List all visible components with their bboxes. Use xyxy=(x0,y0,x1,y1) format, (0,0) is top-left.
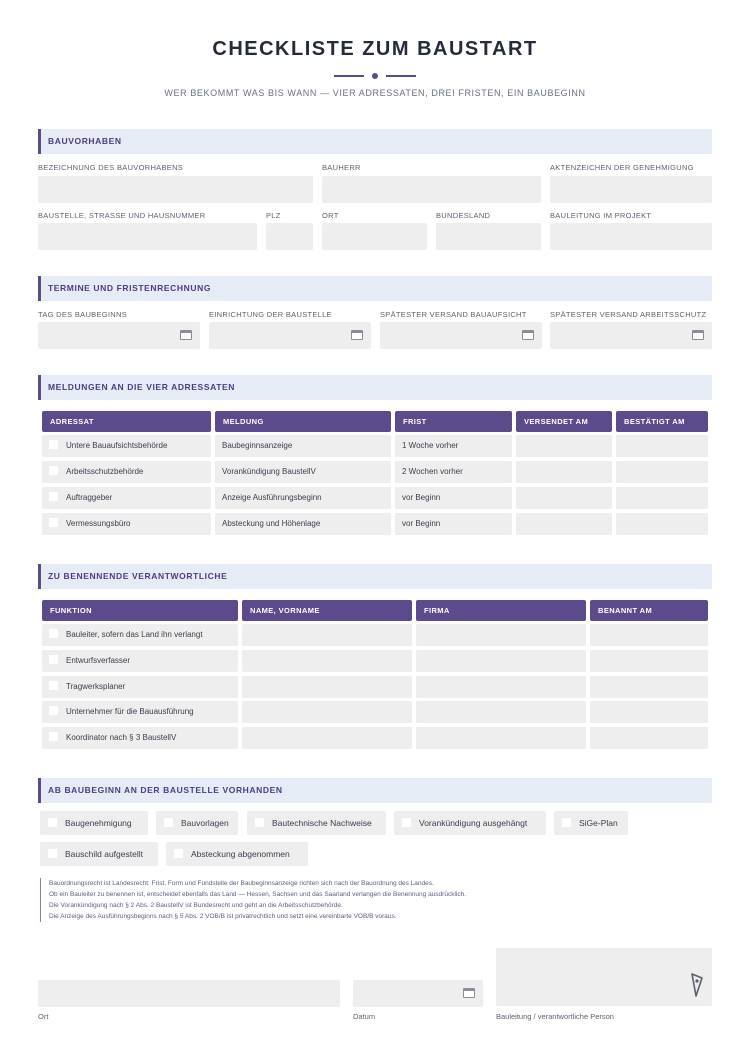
field-datum-footer[interactable] xyxy=(353,980,483,1007)
cell-name[interactable] xyxy=(242,624,412,646)
cell-versendet[interactable] xyxy=(516,461,612,483)
label-bundesland: BUNDESLAND xyxy=(436,211,491,220)
pen-nib-icon xyxy=(690,972,704,998)
table-row-adressat[interactable]: Vermessungsbüro xyxy=(42,513,211,535)
field-versand-bauaufsicht-date[interactable] xyxy=(380,322,542,349)
field-versand-arbeitsschutz-date[interactable] xyxy=(550,322,712,349)
label-aktenzeichen: AKTENZEICHEN DER GENEHMIGUNG xyxy=(550,163,694,172)
footer-label-signature: Bauleitung / verantwortliche Person xyxy=(496,1012,614,1021)
checkbox[interactable] xyxy=(174,849,183,858)
section-termine: TERMINE UND FRISTENRECHNUNG xyxy=(38,276,712,301)
calendar-icon[interactable] xyxy=(522,330,534,340)
cell-firma[interactable] xyxy=(416,727,586,749)
table-row-adressat[interactable]: Untere Bauaufsichtsbehörde xyxy=(42,435,211,457)
field-bundesland[interactable] xyxy=(436,223,541,250)
checkbox[interactable] xyxy=(49,706,58,715)
cell-frist: 2 Wochen vorher xyxy=(395,461,512,483)
cell-firma[interactable] xyxy=(416,701,586,723)
cell-meldung: Vorankündigung BaustellV xyxy=(215,461,391,483)
table-row-adressat[interactable]: Auftraggeber xyxy=(42,487,211,509)
label-bauherr: BAUHERR xyxy=(322,163,361,172)
checklist-item-bauschild[interactable]: Bauschild aufgestellt xyxy=(40,842,158,866)
col-funktion: FUNKTION xyxy=(42,600,238,621)
section-meldungen: MELDUNGEN AN DIE VIER ADRESSATEN xyxy=(38,375,712,400)
field-aktenzeichen[interactable] xyxy=(550,176,712,203)
footer-label-datum: Datum xyxy=(353,1012,376,1021)
section-vorhanden: AB BAUBEGINN AN DER BAUSTELLE VORHANDEN xyxy=(38,778,712,803)
checklist-item-vorankuendigung[interactable]: Vorankündigung ausgehängt xyxy=(394,811,546,835)
cell-meldung: Absteckung und Höhenlage xyxy=(215,513,391,535)
checkbox[interactable] xyxy=(49,681,58,690)
page-subtitle: WER BEKOMMT WAS BIS WANN — VIER ADRESSATEN, DREI FRISTEN, EIN BAUBEGINN xyxy=(164,88,586,98)
cell-meldung: Anzeige Ausführungsbeginn xyxy=(215,487,391,509)
section-bauvorhaben: BAUVORHABEN xyxy=(38,129,712,154)
checklist-item-nachweise[interactable]: Bautechnische Nachweise xyxy=(247,811,386,835)
cell-name[interactable] xyxy=(242,727,412,749)
cell-bestaetigt[interactable] xyxy=(616,513,708,535)
checkbox[interactable] xyxy=(402,818,411,827)
label-baubeginn: TAG DES BAUBEGINNS xyxy=(38,310,128,319)
cell-frist: 1 Woche vorher xyxy=(395,435,512,457)
checkbox[interactable] xyxy=(49,518,58,527)
label-baustelle: BAUSTELLE, STRASSE UND HAUSNUMMER xyxy=(38,211,206,220)
cell-bestaetigt[interactable] xyxy=(616,461,708,483)
col-bestaetigt: BESTÄTIGT AM xyxy=(616,411,708,432)
cell-frist: vor Beginn xyxy=(395,487,512,509)
calendar-icon[interactable] xyxy=(351,330,363,340)
signature-field[interactable] xyxy=(496,948,712,1006)
col-adressat: ADRESSAT xyxy=(42,411,211,432)
checklist-item-bauvorlagen[interactable]: Bauvorlagen xyxy=(156,811,238,835)
field-baubeginn-date[interactable] xyxy=(38,322,200,349)
checkbox[interactable] xyxy=(49,655,58,664)
section-verantwortliche: ZU BENENNENDE VERANTWORTLICHE xyxy=(38,564,712,589)
cell-meldung: Baubeginnsanzeige xyxy=(215,435,391,457)
label-versand-arbeitsschutz: SPÄTESTER VERSAND ARBEITSSCHUTZ xyxy=(550,310,707,319)
field-baustelle[interactable] xyxy=(38,223,257,250)
checkbox[interactable] xyxy=(48,849,57,858)
legal-notes: Bauordnungsrecht ist Landesrecht: Frist, Form und Fundstelle der Baubeginnsanzeige richten sich nach der Bauordnung des Landes. Ob ein Bauleiter zu benennen ist, entscheidet ebenfalls das Land — Hessen, Sachsen und das Saarland verlangen die Benennung ausdrücklich. Die Vorankündigung nach § 2 Abs. 2 BaustellV ist Bundesrecht und geht an die Arbeitsschutzbehörde. Die Anzeige des Ausführungsbeginns nach § 5 Abs. 2 VOB/B ist privatrechtlich und setzt eine vereinbarte VOB/B voraus. xyxy=(40,878,700,922)
checklist-item-absteckung[interactable]: Absteckung abgenommen xyxy=(166,842,308,866)
cell-firma[interactable] xyxy=(416,624,586,646)
cell-frist: vor Beginn xyxy=(395,513,512,535)
page-title: CHECKLISTE ZUM BAUSTART xyxy=(212,38,538,60)
field-bezeichnung[interactable] xyxy=(38,176,313,203)
table-row-funktion[interactable]: Bauleiter, sofern das Land ihn verlangt xyxy=(42,624,238,646)
cell-benannt[interactable] xyxy=(590,727,708,749)
checklist-item-sige-plan[interactable]: SiGe-Plan xyxy=(554,811,628,835)
cell-versendet[interactable] xyxy=(516,513,612,535)
checkbox[interactable] xyxy=(49,466,58,475)
checkbox[interactable] xyxy=(49,732,58,741)
field-plz[interactable] xyxy=(266,223,313,250)
field-ort[interactable] xyxy=(322,223,427,250)
col-meldung: MELDUNG xyxy=(215,411,391,432)
footer-label-ort: Ort xyxy=(38,1012,49,1021)
title-ornament xyxy=(334,73,416,79)
cell-name[interactable] xyxy=(242,650,412,672)
cell-name[interactable] xyxy=(242,676,412,698)
field-bauherr[interactable] xyxy=(322,176,541,203)
cell-versendet[interactable] xyxy=(516,435,612,457)
cell-benannt[interactable] xyxy=(590,676,708,698)
label-einrichtung: EINRICHTUNG DER BAUSTELLE xyxy=(209,310,332,319)
label-bezeichnung: BEZEICHNUNG DES BAUVORHABENS xyxy=(38,163,184,172)
table-row-funktion[interactable]: Entwurfsverfasser xyxy=(42,650,238,672)
table-row-adressat[interactable]: Arbeitsschutzbehörde xyxy=(42,461,211,483)
checkbox[interactable] xyxy=(49,492,58,501)
checkbox[interactable] xyxy=(49,440,58,449)
label-bauleitung: BAULEITUNG IM PROJEKT xyxy=(550,211,652,220)
label-versand-bauaufsicht: SPÄTESTER VERSAND BAUAUFSICHT xyxy=(380,310,527,319)
table-row-funktion[interactable]: Koordinator nach § 3 BaustellV xyxy=(42,727,238,749)
calendar-icon[interactable] xyxy=(180,330,192,340)
checklist-item-baugenehmigung[interactable]: Baugenehmigung xyxy=(40,811,148,835)
label-plz: PLZ xyxy=(266,211,281,220)
col-benannt: BENANNT AM xyxy=(590,600,708,621)
cell-bestaetigt[interactable] xyxy=(616,487,708,509)
field-ort-footer[interactable] xyxy=(38,980,340,1007)
checkbox[interactable] xyxy=(255,818,264,827)
field-bauleitung[interactable] xyxy=(550,223,712,250)
checkbox[interactable] xyxy=(48,818,57,827)
cell-benannt[interactable] xyxy=(590,701,708,723)
cell-benannt[interactable] xyxy=(590,624,708,646)
cell-name[interactable] xyxy=(242,701,412,723)
col-firma: FIRMA xyxy=(416,600,586,621)
checkbox[interactable] xyxy=(49,629,58,638)
checkbox[interactable] xyxy=(562,818,571,827)
field-einrichtung-date[interactable] xyxy=(209,322,371,349)
checkbox[interactable] xyxy=(164,818,173,827)
col-frist: FRIST xyxy=(395,411,512,432)
table-row-funktion[interactable]: Tragwerksplaner xyxy=(42,676,238,698)
label-ort: ORT xyxy=(322,211,339,220)
cell-benannt[interactable] xyxy=(590,650,708,672)
cell-bestaetigt[interactable] xyxy=(616,435,708,457)
cell-firma[interactable] xyxy=(416,676,586,698)
calendar-icon[interactable] xyxy=(463,988,475,998)
table-row-funktion[interactable]: Unternehmer für die Bauausführung xyxy=(42,701,238,723)
col-versendet: VERSENDET AM xyxy=(516,411,612,432)
cell-versendet[interactable] xyxy=(516,487,612,509)
cell-firma[interactable] xyxy=(416,650,586,672)
col-name: NAME, VORNAME xyxy=(242,600,412,621)
calendar-icon[interactable] xyxy=(692,330,704,340)
